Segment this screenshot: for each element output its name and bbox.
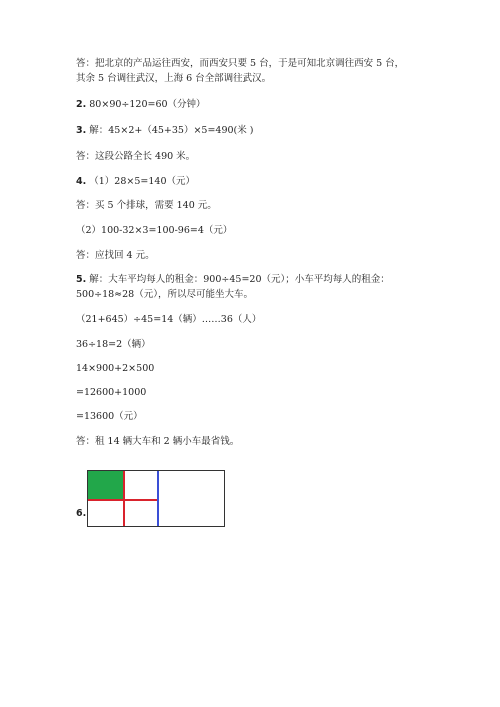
text-line: 答：租 14 辆大车和 2 辆小车最省钱。 [76,436,240,447]
text-line: 答：把北京的产品运往西安，而西安只要 5 台，于是可知北京调往西安 5 台， [76,58,405,69]
text-line: （2）100-32×3=100-96=4（元） [76,225,233,236]
question-3-line [76,124,253,137]
text-line: 14×900+2×500 [76,363,155,374]
question-6-line [76,507,86,520]
text-line: 解：45×2+（45+35）×5=490(米 ) [89,125,254,136]
text-line: =13600（元） [76,411,143,422]
shaded-cell [88,471,123,499]
text-line: （21+645）÷45=14（辆）……36（人） [76,314,262,325]
text-line: 解：大车平均每人的租金：900÷45=20（元）；小车平均每人的租金： [89,274,390,285]
question-number: 6. [76,508,87,519]
question-2-line [76,98,206,111]
blue-vertical-divider [157,471,159,526]
question-number: 4. [76,176,87,187]
text-line: 答：买 5 个排球，需要 140 元。 [76,200,217,211]
text-line: （1）28×5=140（元） [89,176,195,187]
question-5-line [76,273,390,286]
text-line: 其余 5 台调往武汉，上海 6 台全部调往武汉。 [76,73,272,84]
question-4-line [76,175,195,188]
text-line: 500÷18≈28（元），所以尽可能坐大车。 [76,289,253,300]
question-number: 3. [76,125,87,136]
text-line: 36÷18=2（辆） [76,339,151,350]
text-line: 答：这段公路全长 490 米。 [76,151,196,162]
text-line: =12600+1000 [76,387,147,398]
question-number: 2. [76,99,87,110]
text-line: 答：应找回 4 元。 [76,250,155,261]
red-horizontal-divider [88,499,157,501]
fraction-rectangle-figure [87,470,225,527]
text-line: 80×90÷120=60（分钟） [89,99,206,110]
question-number: 5. [76,274,87,285]
